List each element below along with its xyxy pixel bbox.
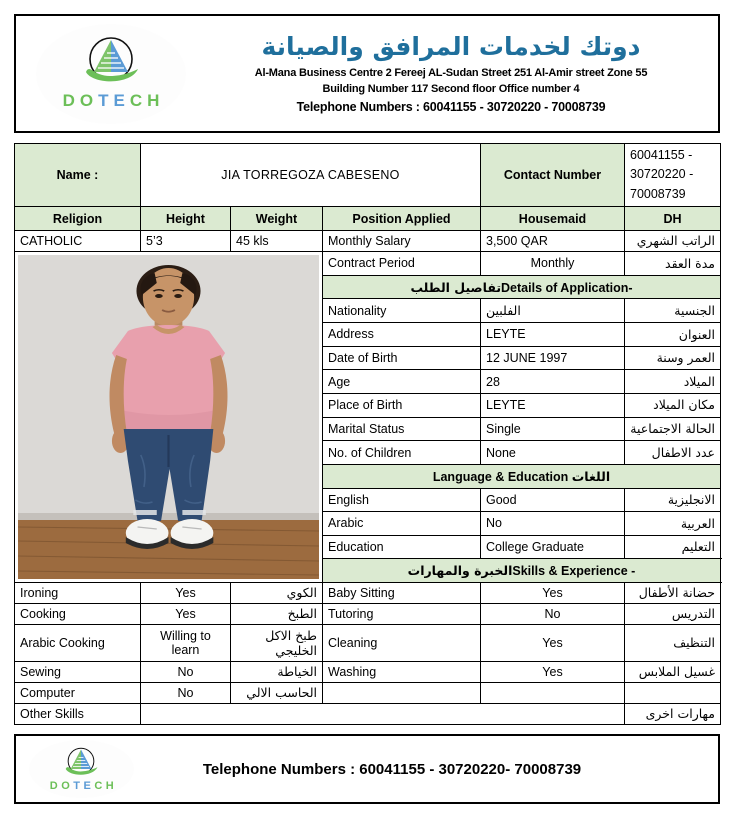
skill-tutoring-value: No (481, 604, 625, 625)
arabic-arabic: العربية (625, 512, 721, 536)
company-arabic-title: دوتك لخدمات المرافق والصيانة (261, 31, 641, 61)
skills-header-english: Skills & Experience (512, 564, 632, 579)
skill-cleaning-arabic: التنظيف (625, 625, 721, 662)
other-skills-value (141, 704, 625, 725)
other-skills-arabic: مهارات اخرى (625, 704, 721, 725)
marital-status-arabic: الحالة الاجتماعية (625, 417, 721, 441)
language-header-arabic: اللغات (571, 468, 611, 484)
education-value: College Graduate (481, 535, 625, 559)
contract-period-label: Contract Period (323, 252, 481, 276)
date-of-birth-label: Date of Birth (323, 346, 481, 370)
marital-status-label: Marital Status (323, 417, 481, 441)
english-value: Good (481, 488, 625, 512)
nationality-label: Nationality (323, 299, 481, 323)
skills-section-header (323, 559, 721, 583)
arabic-value: No (481, 512, 625, 536)
contact-number-label: Contact Number (481, 144, 625, 207)
skill-arabic-cooking-label: Arabic Cooking (15, 625, 141, 662)
footer-logo-word-te: TE (73, 779, 95, 792)
logo-word-te: TE (98, 91, 130, 110)
logo-word-ch: CH (129, 91, 165, 110)
table-row-bio-values (15, 231, 721, 252)
skill-ironing-value: Yes (141, 583, 231, 604)
skill-washing-value: Yes (481, 662, 625, 683)
marital-status-value: Single (481, 417, 625, 441)
weight-label: Weight (231, 207, 323, 231)
skill-cleaning-label: Cleaning (323, 625, 481, 662)
contract-period-arabic: مدة العقد (625, 252, 721, 276)
skill-ironing-label: Ironing (15, 583, 141, 604)
dotech-building-hand-icon (59, 747, 103, 780)
skill-tutoring-label: Tutoring (323, 604, 481, 625)
skill-cooking-value: Yes (141, 604, 231, 625)
cv-table (14, 143, 721, 725)
table-row-other-skills (15, 704, 721, 725)
skill-ironing-arabic: الكوي (231, 583, 323, 604)
arabic-label: Arabic (323, 512, 481, 536)
table-row-bio-headers (15, 207, 721, 231)
contract-period-value: Monthly (481, 252, 625, 276)
name-value: JIA TORREGOZA CABESENO (141, 144, 481, 207)
skill-empty-label (323, 683, 481, 704)
address-value: LEYTE (481, 323, 625, 347)
english-arabic: الانجليزية (625, 488, 721, 512)
date-of-birth-arabic: العمر وسنة (625, 346, 721, 370)
company-logo (36, 24, 186, 124)
position-applied-value: Housemaid (481, 207, 625, 231)
address-arabic: العنوان (625, 323, 721, 347)
company-telephone-line: Telephone Numbers : 60041155 - 30720220 - 70008739 (296, 100, 606, 114)
nationality-arabic: الجنسية (625, 299, 721, 323)
footer-logo-cell (16, 740, 146, 798)
education-arabic: التعليم (625, 535, 721, 559)
skill-baby-sitting-arabic: حضانة الأطفال (625, 583, 721, 604)
children-value: None (481, 441, 625, 465)
age-label: Age (323, 370, 481, 394)
monthly-salary-arabic: الراتب الشهري (625, 231, 721, 252)
children-arabic: عدد الاطفال (625, 441, 721, 465)
table-row-skill-cooking (15, 604, 721, 625)
nationality-value: الفلبين (481, 299, 625, 323)
skill-baby-sitting-value: Yes (481, 583, 625, 604)
skill-baby-sitting-label: Baby Sitting (323, 583, 481, 604)
children-label: No. of Children (323, 441, 481, 465)
language-section-header (323, 464, 721, 488)
height-label: Height (141, 207, 231, 231)
place-of-birth-label: Place of Birth (323, 393, 481, 417)
religion-label: Religion (15, 207, 141, 231)
language-header-english: Language & Education (432, 469, 572, 484)
name-label: Name : (15, 144, 141, 207)
age-value: 28 (481, 370, 625, 394)
table-row-skill-computer (15, 683, 721, 704)
skill-computer-arabic: الحاسب الالي (231, 683, 323, 704)
skill-cleaning-value: Yes (481, 625, 625, 662)
table-row-skill-sewing (15, 662, 721, 683)
footer-company-logo (29, 740, 134, 798)
place-of-birth-arabic: مكان الميلاد (625, 393, 721, 417)
skill-computer-label: Computer (15, 683, 141, 704)
skill-arabic-cooking-value: Willing to learn (141, 625, 231, 662)
skill-empty-arabic (625, 683, 721, 704)
footer-logo-word-ch: CH (94, 779, 118, 792)
table-row-skill-ironing (15, 583, 721, 604)
details-section-header (323, 275, 721, 299)
details-header-english: Details of Application- (501, 280, 633, 295)
date-of-birth-value: 12 JUNE 1997 (481, 346, 625, 370)
monthly-salary-value: 3,500 QAR (481, 231, 625, 252)
skills-header-arabic: الخبرة والمهارات (407, 563, 513, 579)
table-row-contract-period (15, 252, 721, 276)
company-address-line1: Al-Mana Business Centre 2 Fereej AL-Sudan Street 251 Al-Amir street Zone 55 (254, 67, 648, 80)
place-of-birth-value: LEYTE (481, 393, 625, 417)
skill-cooking-arabic: الطبخ (231, 604, 323, 625)
skills-header-suffix: - (631, 564, 636, 579)
monthly-salary-label: Monthly Salary (323, 231, 481, 252)
header-text-block (206, 31, 718, 116)
skill-washing-label: Washing (323, 662, 481, 683)
company-address-line2: Building Number 117 Second floor Office number 4 (322, 83, 580, 96)
height-value: 5’3 (141, 231, 231, 252)
skill-sewing-arabic: الخياطة (231, 662, 323, 683)
address-label: Address (323, 323, 481, 347)
document-header (14, 14, 720, 133)
header-logo-cell (16, 24, 206, 124)
details-header-arabic: تفاصيل الطلب (410, 279, 502, 295)
age-arabic: الميلاد (625, 370, 721, 394)
religion-value: CATHOLIC (15, 231, 141, 252)
footer-telephone-line: Telephone Numbers : 60041155 - 30720220- 70008739 (202, 760, 582, 778)
table-row-name (15, 144, 721, 207)
english-label: English (323, 488, 481, 512)
skill-tutoring-arabic: التدريس (625, 604, 721, 625)
applicant-photo-cell (15, 252, 323, 583)
skill-sewing-value: No (141, 662, 231, 683)
other-skills-label: Other Skills (15, 704, 141, 725)
skill-cooking-label: Cooking (15, 604, 141, 625)
skill-washing-arabic: غسيل الملابس (625, 662, 721, 683)
dh-label: DH (625, 207, 721, 231)
skill-computer-value: No (141, 683, 231, 704)
document-footer (14, 734, 720, 804)
applicant-photo (18, 255, 319, 579)
weight-value: 45 kls (231, 231, 323, 252)
contact-number-value: 60041155 - 30720220 - 70008739 (625, 144, 721, 207)
footer-logo-word-do: DO (49, 779, 74, 792)
education-label: Education (323, 535, 481, 559)
table-row-skill-arabic-cooking (15, 625, 721, 662)
position-applied-label: Position Applied (323, 207, 481, 231)
skill-sewing-label: Sewing (15, 662, 141, 683)
logo-word-do: DO (62, 91, 99, 110)
skill-arabic-cooking-arabic: طبخ الاكل الخليجي (231, 625, 323, 662)
footer-logo-wordmark (50, 780, 117, 792)
logo-wordmark (63, 91, 165, 111)
skill-empty-value (481, 683, 625, 704)
dotech-building-hand-icon (76, 36, 146, 90)
